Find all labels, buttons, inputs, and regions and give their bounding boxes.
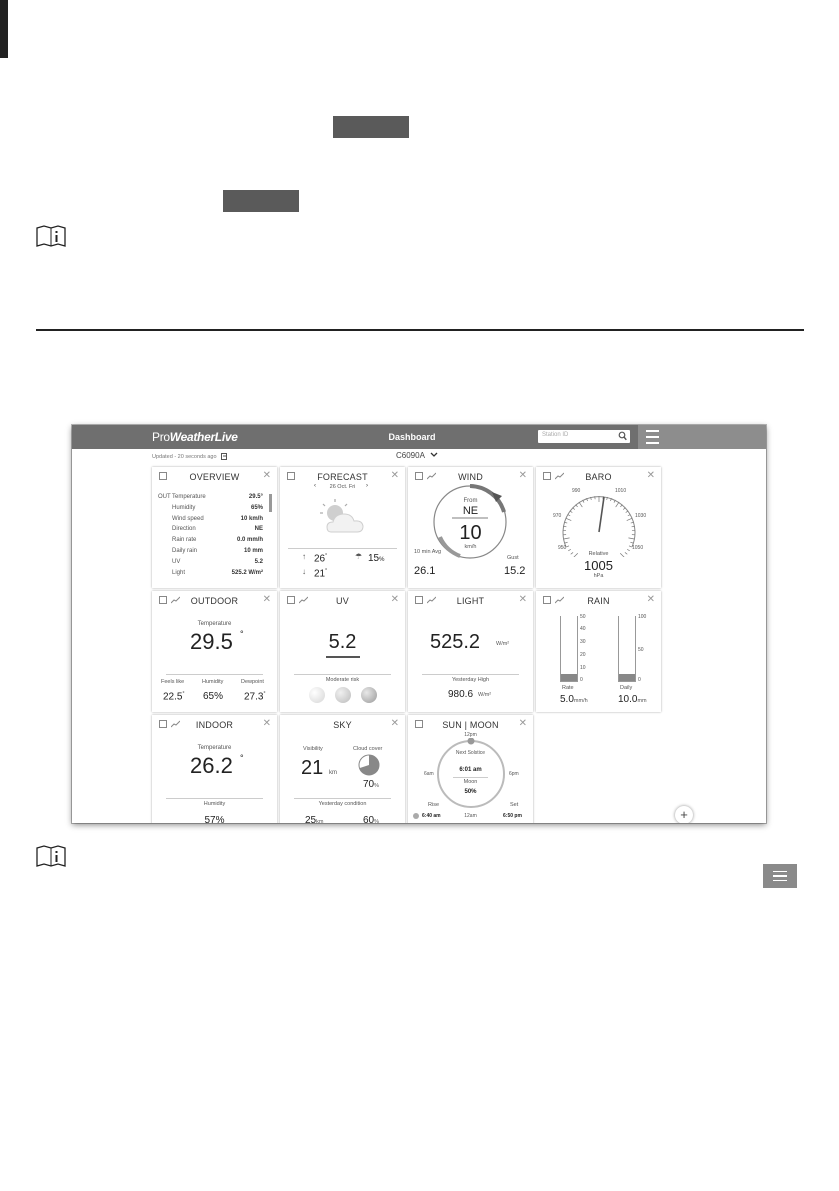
station-selector[interactable] [396,451,438,460]
from-label: From [463,498,478,504]
divider [422,674,519,675]
close-icon[interactable]: ✕ [646,470,655,481]
overview-row-value: 0.0 mm/h [236,537,263,544]
cloud-value: 70 [363,779,375,790]
close-icon[interactable]: ✕ [518,594,527,605]
overview-row-label: UV [172,558,181,565]
overview-row-label: Rain rate [172,537,197,544]
overview-row-label: Daily rain [172,548,198,554]
daily-label: Daily [620,685,633,691]
dial-bottom-label: 12am [464,813,477,819]
avg-label: 10 min Avg [414,549,442,555]
rate-tick: 0 [580,677,583,683]
barometer-gauge [556,485,642,557]
rain-value: 15 [368,553,380,564]
uv-risk: Moderate risk [325,677,360,683]
baro-tick-label: 1010 [615,488,627,494]
yesterday-value: 980.6 [448,689,474,700]
card-title: UV [336,596,349,606]
page-edge-mark [0,0,8,58]
overview-row-label: Humidity [172,504,196,511]
solstice-value: 6:01 am [459,767,482,773]
logo-text-bold: WeatherLive [169,430,238,444]
uv-card [280,591,405,712]
feels-label: Feels like [161,679,185,685]
baro-tick-label: 1050 [632,545,644,551]
close-icon[interactable]: ✕ [390,470,399,481]
refresh-icon[interactable] [221,453,228,460]
set-value: 6:50 pm [503,813,522,819]
temp-label: Temperature [197,621,232,627]
humidity-label: Humidity [202,679,224,685]
card-title: INDOOR [195,720,234,730]
overview-row-value: 65% [250,504,263,511]
dewpoint-value: 27.3° [244,691,266,703]
search-input[interactable] [538,430,630,443]
forecast-high: 26° [314,553,328,565]
humidity-value: 57% [204,815,225,823]
close-icon[interactable]: ✕ [390,594,399,605]
temp-label: Temperature [197,745,232,751]
daily-value: 10.0 [618,694,638,705]
overview-row-value: 10 mm [243,548,263,554]
section-divider [36,329,804,331]
close-icon[interactable]: ✕ [262,718,271,729]
inline-gray-button [223,190,299,212]
card-title: SUN | MOON [442,720,499,730]
chevron-down-icon[interactable] [430,452,438,458]
divider [294,798,391,799]
card-title: WIND [458,472,483,482]
sun-path-dial [435,738,507,810]
baro-tick-label: 990 [572,488,581,494]
yesterday-condition-label: Yesterday condition [318,801,367,807]
light-value: 525.2 [430,631,481,653]
forecast-low: 21° [314,568,328,580]
rate-unit: mm/h [573,698,588,704]
rain-daily-fill [619,674,635,681]
baro-label: Relative [588,551,609,557]
rain-rate-tube [560,616,578,682]
visibility-unit: km [329,770,337,776]
outdoor-temp: 29.5 [190,629,233,654]
feels-like-value: 22.5° [163,691,185,703]
divider [453,777,488,778]
humidity-value: 65% [203,691,224,702]
moon-value: 50% [464,789,477,795]
sun-moon-card [408,715,533,823]
baro-tick-label: 950 [558,545,567,551]
rain-daily-value [618,694,647,705]
top-bar [72,425,766,449]
visibility-value: 21 [301,757,324,779]
uv-level-dot [361,687,377,703]
rate-label: Rate [562,685,574,691]
rain-rate-value [560,694,588,705]
wind-gust: 15.2 [504,565,526,577]
forecast-card [280,467,405,588]
uv-level-dot [309,687,325,703]
baro-unit: hPa [593,573,604,579]
card-title: LIGHT [456,596,485,606]
baro-value: 1005 [584,558,613,573]
high-temp-icon: ↑ [302,552,306,561]
feels-value: 22.5 [163,691,183,703]
rain-daily-tube [618,616,636,682]
partly-cloudy-icon [315,496,371,538]
dew-value: 27.3 [244,691,264,703]
card-title: RAIN [587,596,610,606]
temp-unit: ° [240,629,244,639]
low-value: 21 [314,568,326,580]
gust-label: Gust [507,555,519,561]
out-label: OUT [158,494,171,500]
rain-rate-fill [561,674,577,681]
dial-left-label: 6am [424,771,434,777]
yest-vis-unit: km [316,819,324,823]
rate-tick: 40 [580,626,586,632]
rate-tick: 50 [580,614,586,620]
cloud-cover-pie [358,754,380,776]
high-value: 26 [314,553,326,565]
updated-status [152,453,228,460]
close-icon[interactable]: ✕ [262,470,271,481]
overview-row-value: 5.2 [254,558,263,565]
rain-card [536,591,661,712]
temp-unit: ° [240,753,244,763]
card-title: OUTDOOR [190,596,239,606]
inline-gray-button [333,116,409,138]
uv-underline [326,656,360,658]
forecast-date: 26 Oct. Fri [329,484,356,490]
sky-card [280,715,405,823]
close-icon[interactable]: ✕ [646,594,655,605]
divider [166,798,263,799]
close-icon[interactable]: ✕ [262,594,271,605]
book-info-icon [36,225,66,247]
baro-tick-label: 1030 [635,513,647,519]
light-card [408,591,533,712]
rain-chance-icon: ☂ [355,552,363,561]
overview-row-value: 10 km/h [240,515,263,522]
yest-cloud-unit: % [374,819,380,823]
overview-row-value: NE [254,526,263,533]
updated-text: Updated - 20 seconds ago [152,453,217,460]
overview-row-value: 525.2 W/m² [231,569,263,576]
daily-tick: 50 [638,647,644,653]
indoor-card [152,715,277,823]
baro-tick-label: 970 [553,513,562,519]
dial-right-label: 6pm [509,771,519,777]
dial-top-label: 12pm [464,732,477,738]
rate-tick: 10 [580,665,586,671]
overview-row-label: Wind speed [172,515,204,522]
overview-row-label: Light [172,569,186,576]
rise-label: Rise [428,802,440,808]
divider [294,674,391,675]
yest-vis-value: 25 [305,815,317,823]
page-title: Dashboard [388,432,436,442]
overview-row-value: 29.5° [248,494,263,500]
baro-card [536,467,661,588]
yesterday-label: Yesterday High [451,677,490,683]
rate-value: 5.0 [560,694,574,705]
light-unit: W/m² [496,641,510,647]
search-placeholder: Station ID [542,432,569,438]
rate-tick: 20 [580,652,586,658]
daily-tick: 100 [638,614,647,620]
uv-level-dot [335,687,351,703]
wind-direction: NE [462,505,479,517]
wind-speed: 10 [459,522,482,544]
moon-label: Moon [463,779,478,785]
wind-card [408,467,533,588]
outdoor-card [152,591,277,712]
dewpoint-label: Dewpoint [241,679,264,685]
station-id: C6090A [396,451,425,460]
hamburger-menu-icon[interactable] [646,430,660,444]
wind-unit: km/h [464,544,477,550]
divider [288,548,397,549]
overview-row-label: Direction [172,526,196,533]
forecast-rain [368,553,384,564]
close-icon[interactable]: ✕ [518,718,527,729]
yest-cloud-value: 60 [363,815,375,823]
wind-avg: 26.1 [414,565,436,577]
uv-value: 5.2 [328,631,357,653]
scrollbar[interactable] [269,494,272,512]
rise-value: 6:40 am [422,813,441,819]
card-title: OVERVIEW [189,472,240,482]
card-title: FORECAST [317,472,368,482]
cloud-label: Cloud cover [353,746,383,752]
rate-tick: 30 [580,639,586,645]
daily-unit: mm [637,698,647,704]
search-icon[interactable] [618,431,627,441]
yesterday-visibility [305,815,323,823]
low-temp-icon: ↓ [302,567,306,576]
book-info-icon [36,845,66,867]
card-title: BARO [585,472,612,482]
set-label: Set [510,802,519,808]
cloud-cover-value [363,779,379,790]
sunrise-dot [413,813,419,819]
close-icon[interactable]: ✕ [518,470,527,481]
overview-card [152,467,277,588]
visibility-label: Visibility [303,746,323,752]
close-icon[interactable]: ✕ [390,718,399,729]
humidity-label: Humidity [203,801,226,807]
yesterday-unit: W/m² [478,692,492,698]
divider [166,674,263,675]
logo-text-pre: Pro [152,430,170,444]
overview-row-label: Temperature [172,494,206,500]
indoor-temp: 26.2 [190,753,233,778]
cloud-unit: % [374,783,380,789]
prev-day-button[interactable]: ‹ [314,483,316,489]
daily-tick: 0 [638,677,641,683]
dashboard-screenshot [72,425,766,823]
hamburger-menu-icon [763,864,797,888]
card-title: SKY [333,720,352,730]
add-widget-button[interactable]: + [675,806,693,823]
solstice-label: Next Solstice [455,750,486,756]
rain-unit: % [379,557,385,563]
yesterday-cloud [363,815,379,823]
app-logo[interactable] [152,430,238,444]
next-day-button[interactable]: › [366,483,368,489]
